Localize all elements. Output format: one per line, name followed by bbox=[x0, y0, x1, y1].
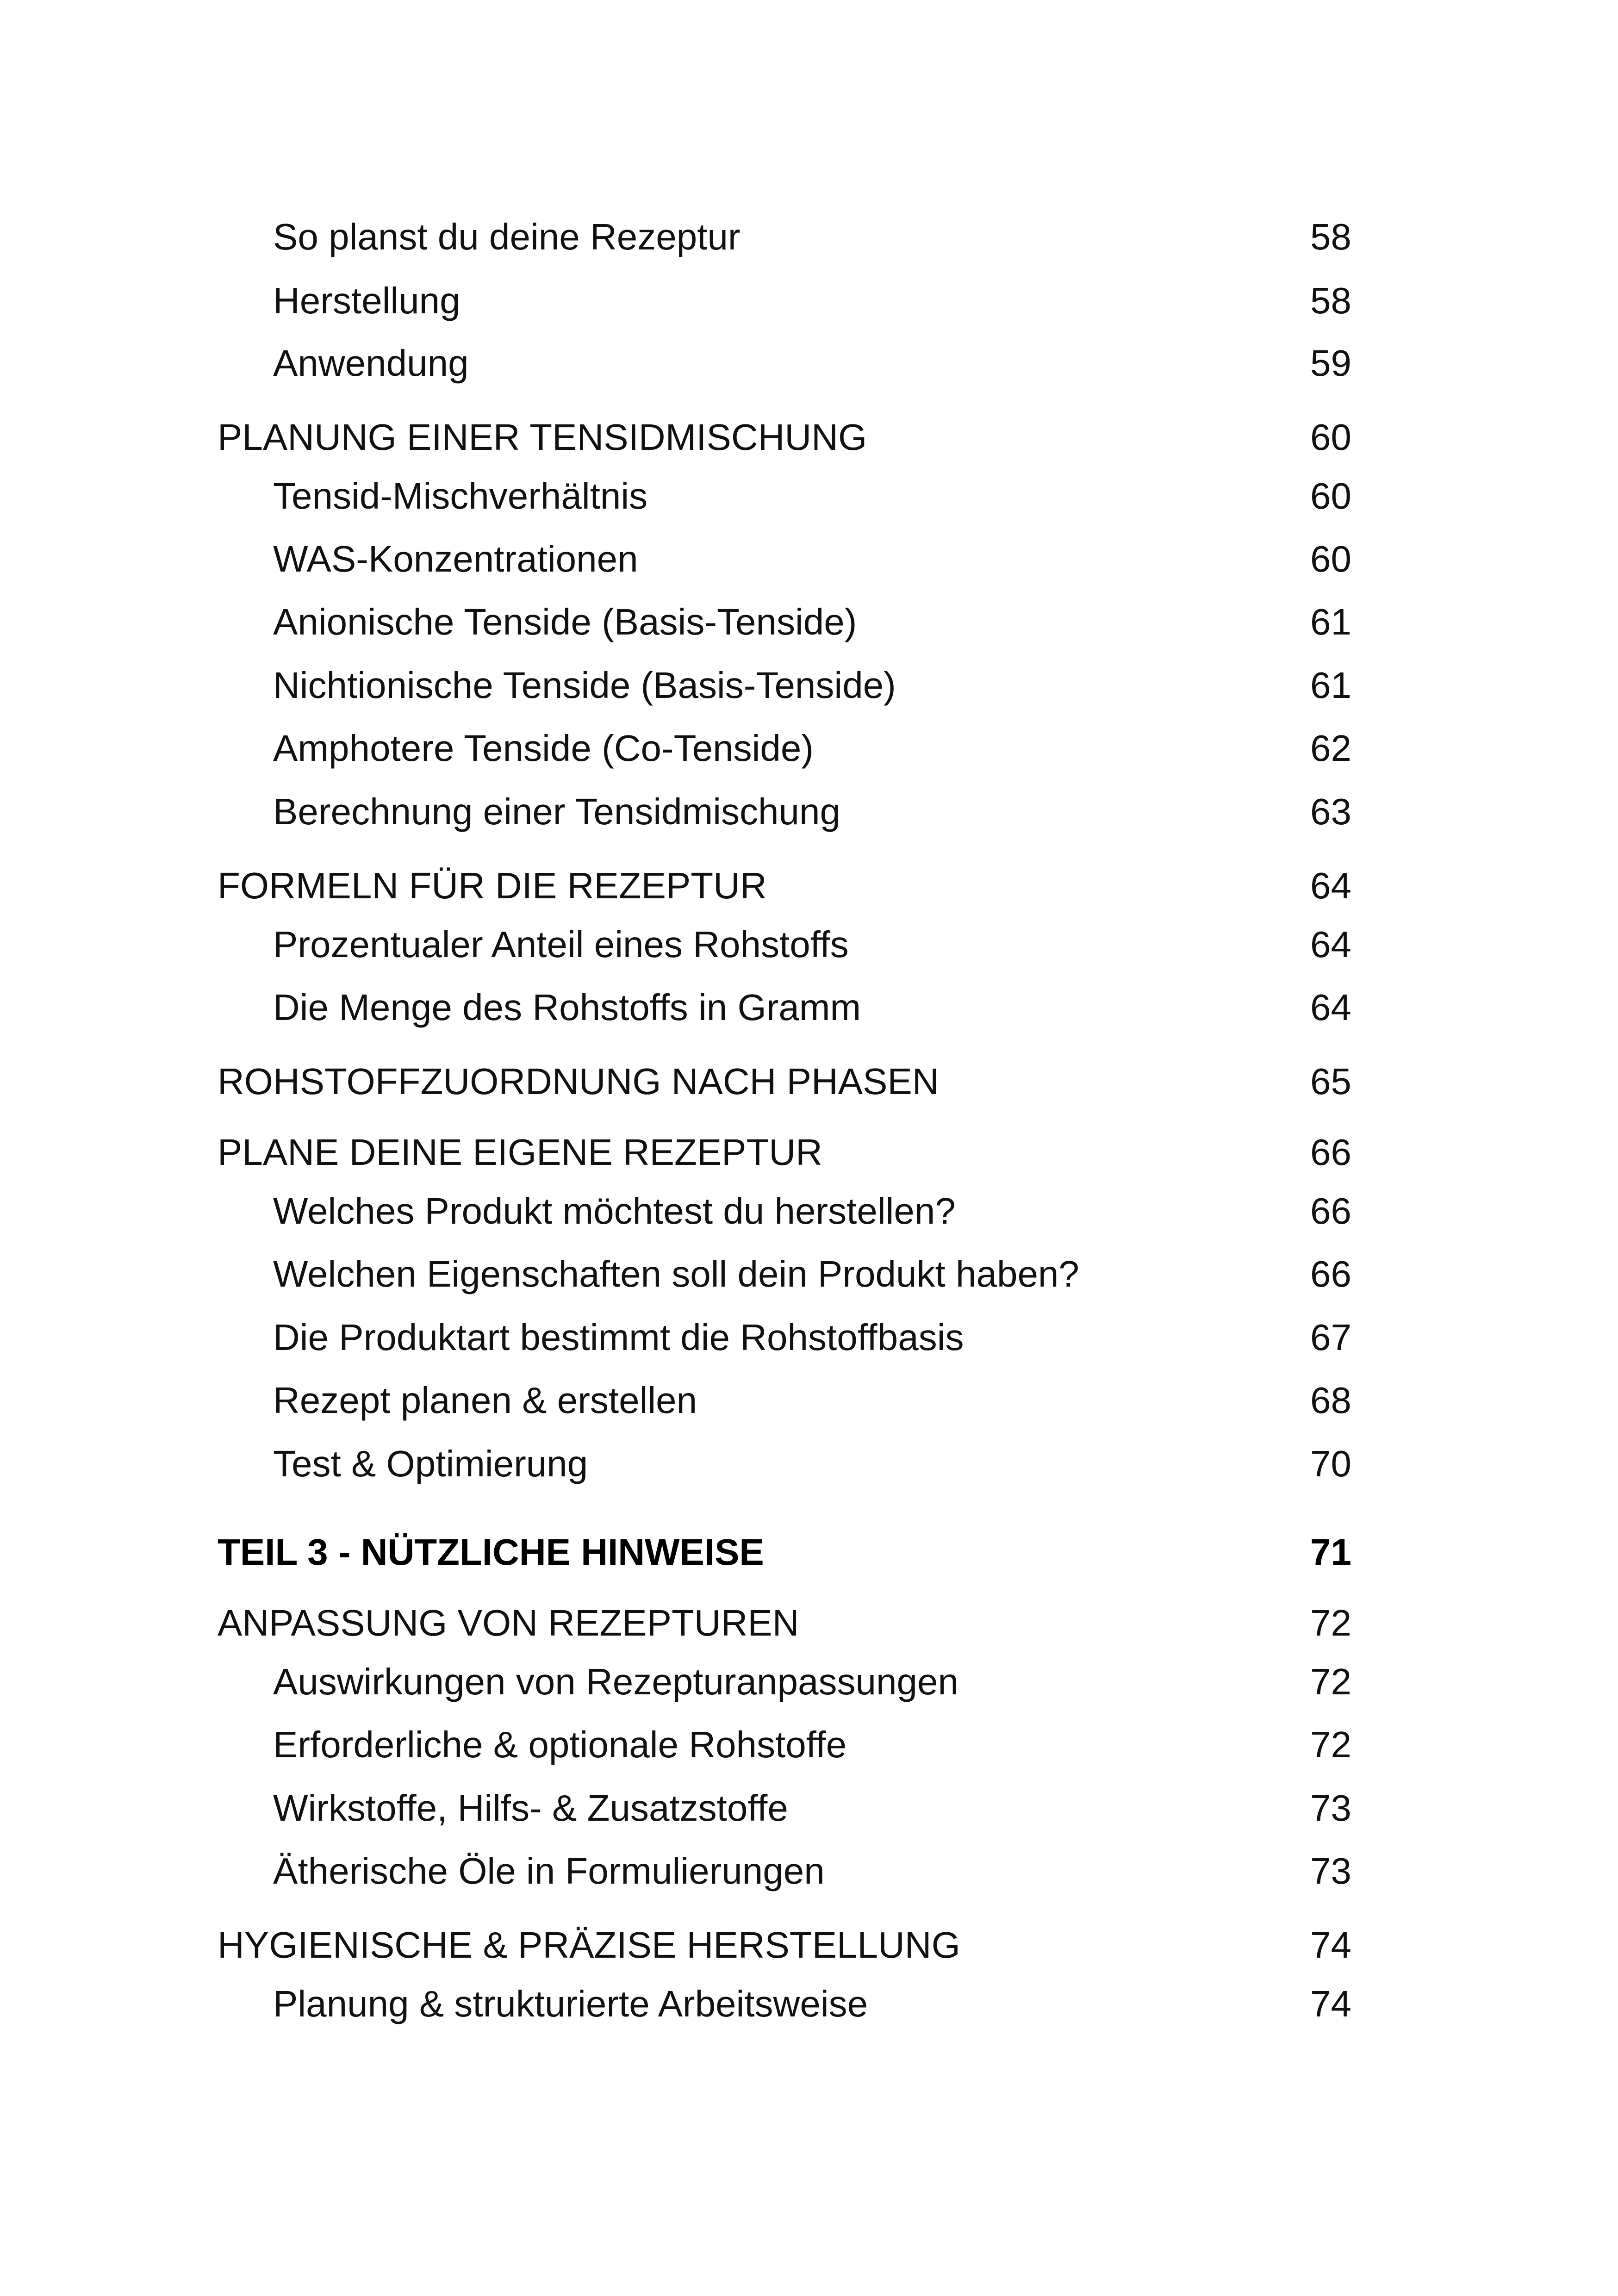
toc-entry-title: Ätherische Öle in Formulierungen bbox=[273, 1850, 825, 1892]
toc-entry-page: 66 bbox=[1310, 1132, 1351, 1173]
toc-entry-title: Auswirkungen von Rezepturanpassungen bbox=[273, 1661, 958, 1702]
toc-entry-page: 74 bbox=[1310, 1983, 1351, 2024]
toc-subentry bbox=[273, 1314, 1351, 1361]
toc-entry-title: FORMELN FÜR DIE REZEPTUR bbox=[218, 865, 767, 906]
toc-entry-page: 68 bbox=[1310, 1380, 1351, 1421]
toc-entry-page: 70 bbox=[1310, 1443, 1351, 1484]
toc-subentry bbox=[273, 1251, 1351, 1297]
toc-entry-page: 66 bbox=[1310, 1253, 1351, 1294]
toc-subentry bbox=[273, 473, 1351, 519]
toc-entry-title: Anionische Tenside (Basis-Tenside) bbox=[273, 601, 857, 642]
toc-entry-page: 58 bbox=[1310, 216, 1351, 257]
toc-entry-title: HYGIENISCHE & PRÄZISE HERSTELLUNG bbox=[218, 1924, 960, 1966]
toc-subentry bbox=[273, 984, 1351, 1031]
toc-entry-title: ANPASSUNG VON REZEPTUREN bbox=[218, 1602, 799, 1643]
toc-subentry bbox=[273, 1722, 1351, 1768]
toc-subentry bbox=[273, 921, 1351, 968]
toc-entry-page: 61 bbox=[1310, 601, 1351, 642]
toc-entry-title: Welchen Eigenschaften soll dein Produkt haben? bbox=[273, 1253, 1079, 1294]
toc-entry-title: TEIL 3 - NÜTZLICHE HINWEISE bbox=[218, 1531, 764, 1573]
toc-entry-title: WAS-Konzentrationen bbox=[273, 538, 638, 579]
toc-entry-title: PLANE DEINE EIGENE REZEPTUR bbox=[218, 1132, 822, 1173]
toc-entry-page: 73 bbox=[1310, 1787, 1351, 1829]
toc-entry-page: 62 bbox=[1310, 728, 1351, 769]
toc-section-heading bbox=[218, 1600, 1351, 1646]
toc-entry-page: 72 bbox=[1310, 1602, 1351, 1643]
toc-entry-title: PLANUNG EINER TENSIDMISCHUNG bbox=[218, 417, 867, 458]
toc-subentry bbox=[273, 1848, 1351, 1894]
toc-section-heading bbox=[218, 863, 1351, 909]
toc-entry-title: Die Menge des Rohstoffs in Gramm bbox=[273, 987, 861, 1028]
toc-entry-page: 61 bbox=[1310, 665, 1351, 706]
toc-entry-title: Wirkstoffe, Hilfs- & Zusatzstoffe bbox=[273, 1787, 788, 1829]
toc-section-heading bbox=[218, 1058, 1351, 1105]
toc-entry-title: Planung & strukturierte Arbeitsweise bbox=[273, 1983, 868, 2024]
toc-entry-page: 66 bbox=[1310, 1190, 1351, 1232]
toc-subentry bbox=[273, 340, 1351, 386]
toc-entry-page: 60 bbox=[1310, 475, 1351, 516]
toc-entry-page: 65 bbox=[1310, 1061, 1351, 1102]
toc-subentry bbox=[273, 1441, 1351, 1487]
toc-entry-title: Welches Produkt möchtest du herstellen? bbox=[273, 1190, 956, 1232]
toc-entry-page: 58 bbox=[1310, 280, 1351, 321]
toc-entry-title: Amphotere Tenside (Co-Tenside) bbox=[273, 728, 814, 769]
toc-entry-title: Die Produktart bestimmt die Rohstoffbasis bbox=[273, 1317, 964, 1358]
toc-entry-page: 67 bbox=[1310, 1317, 1351, 1358]
toc-entry-title: Test & Optimierung bbox=[273, 1443, 588, 1484]
toc-entry-page: 72 bbox=[1310, 1724, 1351, 1765]
toc-subentry bbox=[273, 789, 1351, 835]
toc-entry-title: Tensid-Mischverhältnis bbox=[273, 475, 648, 516]
toc-entry-page: 60 bbox=[1310, 538, 1351, 579]
toc-entry-title: Erforderliche & optionale Rohstoffe bbox=[273, 1724, 847, 1765]
toc-subentry bbox=[273, 1785, 1351, 1831]
toc-entry-page: 63 bbox=[1310, 791, 1351, 832]
toc-entry-page: 73 bbox=[1310, 1850, 1351, 1892]
toc-subentry bbox=[273, 278, 1351, 324]
toc-part-heading bbox=[218, 1529, 1351, 1575]
toc-entry-title: Nichtionische Tenside (Basis-Tenside) bbox=[273, 665, 896, 706]
toc-section-heading bbox=[218, 1129, 1351, 1176]
toc-subentry bbox=[273, 536, 1351, 582]
toc-subentry bbox=[273, 1377, 1351, 1424]
toc-entry-title: So planst du deine Rezeptur bbox=[273, 216, 741, 257]
toc-subentry bbox=[273, 214, 1351, 260]
toc-entry-page: 60 bbox=[1310, 417, 1351, 458]
toc-entry-title: Herstellung bbox=[273, 280, 461, 321]
toc-subentry bbox=[273, 725, 1351, 772]
toc-subentry bbox=[273, 1659, 1351, 1705]
toc-entry-title: Berechnung einer Tensidmischung bbox=[273, 791, 840, 832]
toc-entry-page: 71 bbox=[1310, 1531, 1351, 1573]
toc-entry-page: 64 bbox=[1310, 924, 1351, 965]
toc-subentry bbox=[273, 662, 1351, 709]
toc-entry-page: 64 bbox=[1310, 987, 1351, 1028]
toc-section-heading bbox=[218, 414, 1351, 460]
toc-subentry bbox=[273, 599, 1351, 645]
toc-subentry bbox=[273, 1188, 1351, 1234]
toc-entry-title: Anwendung bbox=[273, 342, 469, 384]
toc-entry-page: 74 bbox=[1310, 1924, 1351, 1966]
toc-entry-page: 72 bbox=[1310, 1661, 1351, 1702]
toc-entry-title: ROHSTOFFZUORDNUNG NACH PHASEN bbox=[218, 1061, 939, 1102]
toc-entry-page: 64 bbox=[1310, 865, 1351, 906]
toc-entry-title: Prozentualer Anteil eines Rohstoffs bbox=[273, 924, 849, 965]
toc-section-heading bbox=[218, 1922, 1351, 1968]
toc-subentry bbox=[273, 1981, 1351, 2027]
toc-entry-page: 59 bbox=[1310, 342, 1351, 384]
toc-entry-title: Rezept planen & erstellen bbox=[273, 1380, 697, 1421]
